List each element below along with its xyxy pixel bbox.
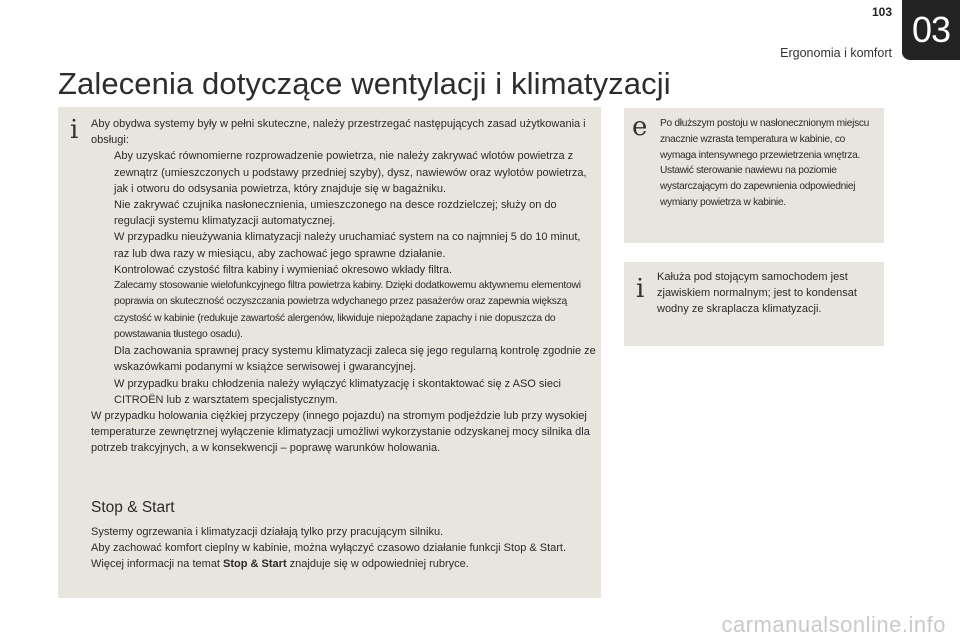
list-item: Dla zachowania sprawnej pracy systemu klimatyzacji zaleca się jego regularną kontrolę zgodnie ze wskazówkami podanymi w książce serwisowej i gwarancyjnej. [114,345,596,374]
stop-start-text [91,524,596,573]
intro-text: Aby obydwa systemy były w pełni skuteczne, należy przestrzegać następujących zasad użytkowania i obsługi: [91,118,586,147]
condensation-info-panel [624,262,884,346]
list-item: Aby uzyskać równomierne rozprowadzenie powietrza, nie należy zakrywać wlotów powietrza z zewnątrz (umieszczonych u podstawy przedniej szyby), dysz, nawiewów oraz wylotów powietrza, jak i otworu do odsysania powietrza, który znajduje się w bagażniku. [114,150,587,195]
stop-start-line: Aby zachować komfort cieplny w kabinie, można wyłączyć czasowo działanie funkcji Stop & Start. [91,542,567,555]
eco-icon: e [632,112,648,142]
list-item: W przypadku nieużywania klimatyzacji należy uruchamiać system na co najmniej 5 do 10 minut, raz lub dwa razy w miesiącu, aby zachować jego sprawne działanie. [114,231,581,260]
stop-start-reference: Więcej informacji na temat Stop & Start znajduje się w odpowiedniej rubryce. [91,558,469,571]
main-info-panel [58,107,601,598]
filter-note: Zalecamy stosowanie wielofunkcyjnego filtra powietrza kabiny. Dzięki dodatkowemu aktywnemu elementowi poprawia on skuteczność oczyszczania powietrza wdychanego przez pasażerów oraz zapewnia większą czystość w kabinie (redukuje zawartość alergenów, likwiduje niepożądane zapachy i nie dopuszcza do powstawania tłustego osadu). [114,280,581,340]
eco-tip-panel [624,108,884,243]
list-item: Nie zakrywać czujnika nasłonecznienia, umieszczonego na desce rozdzielczej; służy on do regulacji systemu klimatyzacji automatycznej. [114,199,557,228]
list-item: Kontrolować czystość filtra kabiny i wymieniać okresowo wkłady filtra. Zalecamy stosowanie wielofunkcyjnego filtra powietrza kabiny. Dzięki dodatkowemu aktywnemu elementowi poprawia on skuteczność oczyszczania powietrza wdychanego przez pasażerów oraz zapewnia większą czystość w kabinie (redukuje zawartość alergenów, likwiduje niepożądane zapachy i nie dopuszcza do powstawania tłustego osadu). [91,262,596,343]
stop-start-reference-bold: Stop & Start [223,558,287,571]
towing-note: W przypadku holowania ciężkiej przyczepy (innego pojazdu) na stromym podjeździe lub przy wysokiej temperaturze zewnętrznej wyłączenie klimatyzacji umożliwi wykorzystanie odzyskanej mocy silnika dla potrzeb trakcyjnych, a w konsekwencji – poprawę warunków holowania. [91,410,590,455]
chapter-title: Ergonomia i komfort [780,46,892,60]
page-number: 103 [871,5,892,19]
main-panel-text [91,116,596,457]
info-icon: i [636,274,645,304]
eco-tip-text: Po dłuższym postoju w nasłonecznionym miejscu znacznie wzrasta temperatura w kabinie, co wymaga intensywnego przewietrzenia wnętrza. Ustawić sterowanie nawiewu na poziomie wystarczającym do zapewnienia odpowiedniej wymiany powietrza w kabinie. [660,118,870,208]
stop-start-line: Systemy ogrzewania i klimatyzacji działają tylko przy pracującym silniku. [91,526,444,538]
chapter-tab: 03 [902,0,960,60]
info-icon: i [70,115,79,145]
section-heading-stop-start: Stop & Start [91,499,175,516]
list-item: W przypadku braku chłodzenia należy wyłączyć klimatyzację i skontaktować się z ASO sieci CITROËN lub z warsztatem specjalistycznym. [114,377,561,406]
condensation-text: Kałuża pod stojącym samochodem jest zjawiskiem normalnym; jest to kondensat wodny ze skraplacza klimatyzacji. [657,271,857,316]
recommendations-list [91,148,596,408]
watermark: carmanualsonline.info [721,612,946,637]
page-title: Zalecenia dotyczące wentylacji i klimatyzacji [58,66,671,101]
